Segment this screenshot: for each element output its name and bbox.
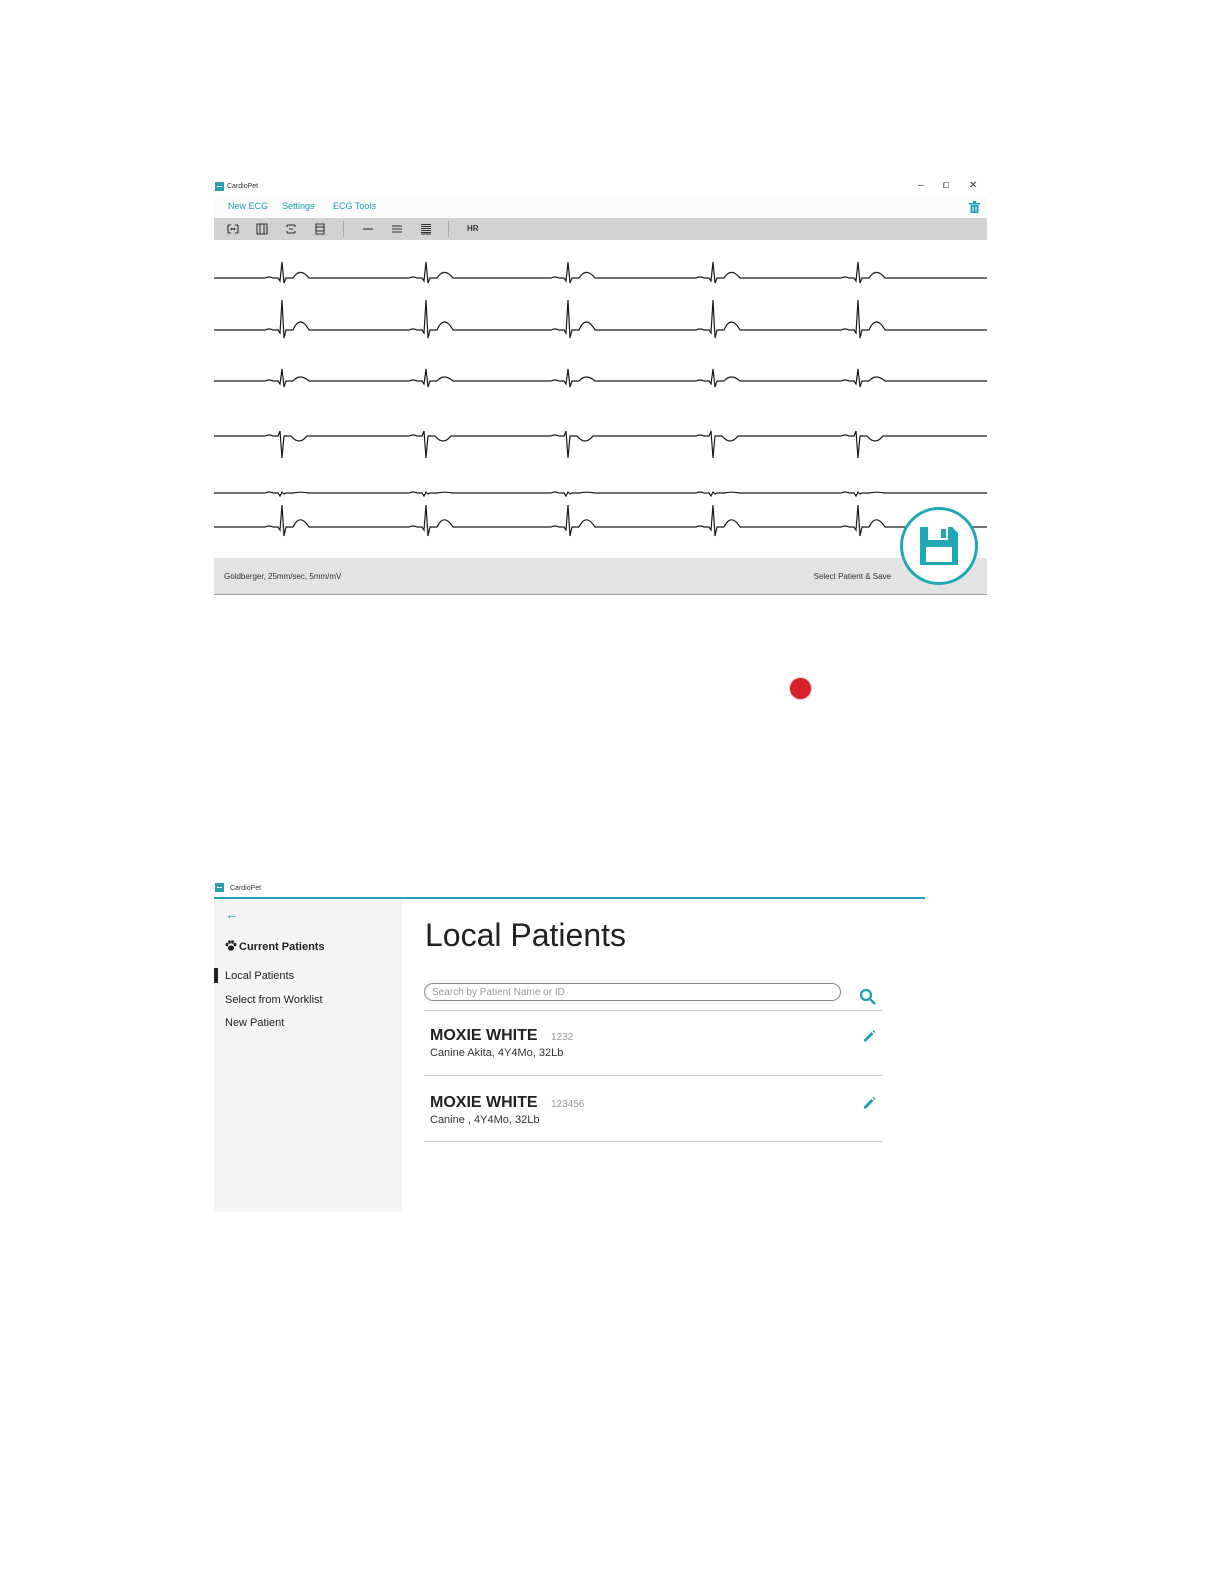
sidebar xyxy=(214,899,402,1212)
patient-row[interactable] xyxy=(424,1094,882,1154)
patient-name: MOXIE WHITE xyxy=(430,1094,538,1111)
sidebar-item-local-patients[interactable]: Local Patients xyxy=(225,970,295,982)
record-indicator[interactable] xyxy=(790,678,811,699)
patient-details: Canine Akita, 4Y4Mo, 32Lb xyxy=(430,1047,564,1059)
menu-ecg-tools[interactable]: ECG Tools xyxy=(333,201,376,211)
toolbar xyxy=(214,218,987,240)
back-arrow-icon[interactable]: ← xyxy=(225,906,239,922)
menu-new-ecg[interactable]: New ECG xyxy=(228,201,269,211)
active-indicator xyxy=(214,968,218,983)
compress-height-icon[interactable] xyxy=(285,223,297,235)
ecg-lead-trace xyxy=(214,492,987,496)
divider xyxy=(424,1141,882,1142)
floppy-disk-icon xyxy=(917,524,961,568)
search-icon[interactable] xyxy=(859,988,876,1005)
minimize-button[interactable]: – xyxy=(918,180,924,191)
patient-row[interactable] xyxy=(424,1027,882,1087)
paw-icon xyxy=(225,940,237,951)
zoom-fit-icon[interactable] xyxy=(227,223,239,235)
app-title: CardioPet xyxy=(230,885,262,892)
patient-id: 1232 xyxy=(551,1032,574,1043)
edit-pencil-icon[interactable] xyxy=(862,1096,876,1110)
status-bar xyxy=(214,558,987,595)
expand-height-icon[interactable] xyxy=(314,223,326,235)
expand-width-icon[interactable] xyxy=(256,223,268,235)
save-button[interactable] xyxy=(900,507,978,585)
divider xyxy=(424,1075,882,1076)
sidebar-section-title xyxy=(225,940,325,953)
title-bar xyxy=(214,880,925,899)
ecg-window xyxy=(214,178,987,595)
toolbar-divider xyxy=(448,221,449,237)
sidebar-item-new-patient[interactable]: New Patient xyxy=(225,1017,285,1029)
ecg-trace-area xyxy=(214,240,987,558)
six-lead-icon[interactable] xyxy=(420,223,432,235)
menu-bar xyxy=(214,196,987,218)
ecg-lead-trace xyxy=(214,369,987,387)
toolbar-divider xyxy=(343,221,344,237)
title-bar xyxy=(214,178,987,194)
heart-rate-button[interactable]: HR xyxy=(467,224,479,233)
edit-pencil-icon[interactable] xyxy=(862,1029,876,1043)
app-title: CardioPet xyxy=(227,183,259,190)
sidebar-section-label: Current Patients xyxy=(239,941,325,953)
patient-details: Canine , 4Y4Mo, 32Lb xyxy=(430,1114,540,1126)
search-input[interactable] xyxy=(424,983,841,1001)
single-lead-icon[interactable] xyxy=(362,223,374,235)
trash-icon[interactable] xyxy=(969,201,980,213)
ecg-lead-trace xyxy=(214,262,987,283)
save-hint-text: Select Patient & Save xyxy=(813,572,891,581)
page-title: Local Patients xyxy=(425,917,627,953)
ecg-lead-trace xyxy=(214,300,987,338)
app-logo-icon xyxy=(215,883,224,892)
close-button[interactable]: ✕ xyxy=(969,180,978,191)
divider xyxy=(424,1010,882,1011)
patient-name: MOXIE WHITE xyxy=(430,1027,538,1044)
menu-settings[interactable]: Settings xyxy=(282,201,315,211)
patients-window xyxy=(214,880,925,1212)
ecg-settings-text: Goldberger, 25mm/sec, 5mm/mV xyxy=(224,572,342,581)
three-lead-icon[interactable] xyxy=(391,223,403,235)
app-logo-icon xyxy=(215,182,224,191)
patient-id: 123456 xyxy=(551,1099,585,1110)
ecg-lead-trace xyxy=(214,431,987,458)
sidebar-item-worklist[interactable]: Select from Worklist xyxy=(225,994,323,1006)
ecg-lead-trace xyxy=(214,505,987,536)
maximize-button[interactable]: ⧠ xyxy=(943,181,950,190)
